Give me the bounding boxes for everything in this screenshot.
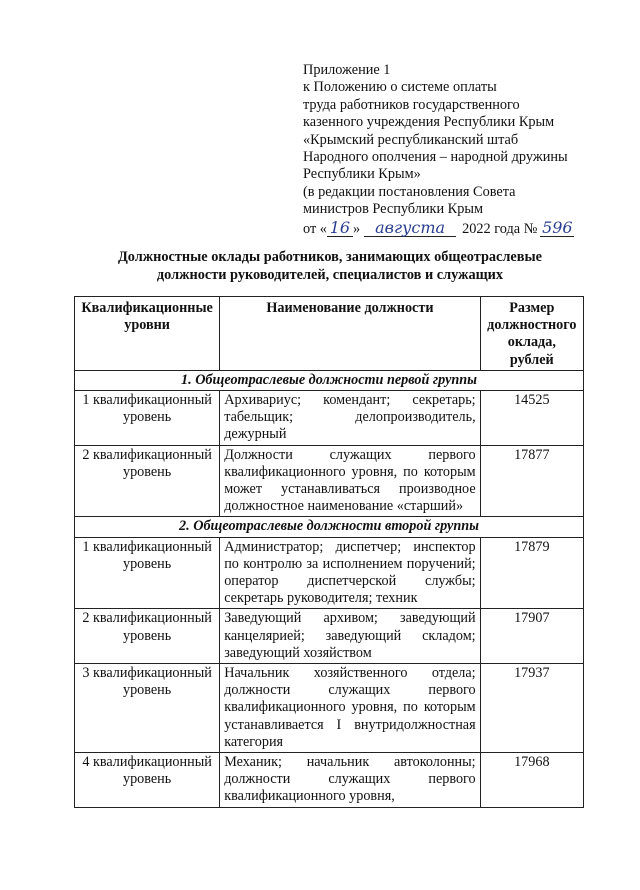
table-row — [75, 391, 584, 446]
group-title: 1. Общеотраслевые должности первой группы — [75, 370, 584, 390]
cell-level: 1 квалификационный уровень — [75, 537, 220, 609]
cell-level: 2 квалификационный уровень — [75, 445, 220, 517]
appendix-line: труда работников государственного — [303, 96, 520, 113]
appendix-line: министров Республики Крым — [303, 201, 484, 218]
date-prefix: от « — [303, 220, 327, 237]
table-row — [75, 537, 584, 609]
appendix-line: (в редакции постановления Совета — [303, 183, 516, 200]
appendix-line: Народного ополчения – народной дружины — [303, 149, 568, 166]
cell-position: Администратор; диспетчер; инспектор по контролю за исполнением поручений; оператор диспетчерской службы; секретарь руководителя; техник — [220, 537, 480, 609]
resolution-date-line — [303, 219, 603, 238]
cell-level: 3 квалификационный уровень — [75, 664, 220, 753]
header-levels: Квалификационные уровни — [75, 297, 220, 371]
date-quote: » — [352, 220, 361, 237]
cell-level: 1 квалификационный уровень — [75, 391, 220, 446]
table-row — [75, 664, 584, 753]
appendix-line: казенного учреждения Республики Крым — [303, 114, 555, 131]
table-header-row — [75, 297, 584, 371]
handwritten-day: 16 — [327, 219, 353, 237]
cell-position: Заведующий архивом; заведующий канцелярией; заведующий складом; заведующий хозяйством — [220, 609, 480, 664]
cell-position: Механик; начальник автоколонны; должности служащих первого квалификационного уровня, — [220, 753, 480, 808]
handwritten-number: 596 — [542, 217, 573, 237]
cell-position: Архивариус; комендант; секретарь; табельщик; делопроизводитель, дежурный — [220, 391, 480, 446]
table-row — [75, 609, 584, 664]
header-position: Наименование должности — [220, 297, 480, 371]
salary-table — [74, 296, 584, 808]
appendix-line: Республики Крым» — [303, 166, 421, 183]
cell-level: 4 квалификационный уровень — [75, 753, 220, 808]
cell-salary: 17937 — [480, 664, 583, 753]
cell-salary: 17879 — [480, 537, 583, 609]
handwritten-month: августа — [364, 219, 456, 237]
appendix-header — [303, 62, 603, 238]
group-row — [75, 517, 584, 537]
appendix-line: «Крымский республиканский штаб — [303, 131, 519, 148]
document-title — [80, 248, 580, 284]
header-salary: Размер должностного оклада, рублей — [480, 297, 583, 371]
cell-salary: 17968 — [480, 753, 583, 808]
cell-salary: 14525 — [480, 391, 583, 446]
table-row — [75, 753, 584, 808]
title-line: Должностные оклады работников, занимающих общеотраслевые — [117, 249, 543, 265]
cell-level: 2 квалификационный уровень — [75, 609, 220, 664]
appendix-line: Приложение 1 — [303, 62, 391, 78]
cell-position: Начальник хозяйственного отдела; должности служащих первого квалификационного уровня, по которым устанавливается I внутридолжностная категория — [220, 664, 480, 753]
cell-salary: 17877 — [480, 445, 583, 517]
date-year-text: 2022 года № — [462, 220, 538, 237]
appendix-line: к Положению о системе оплаты — [303, 79, 497, 96]
group-row — [75, 370, 584, 390]
group-title: 2. Общеотраслевые должности второй группы — [75, 517, 584, 537]
cell-position: Должности служащих первого квалификационного уровня, по которым может устанавливаться производное должностное наименование «старший» — [220, 445, 480, 517]
table-row — [75, 445, 584, 517]
title-line: должности руководителей, специалистов и служащих — [156, 267, 504, 283]
cell-salary: 17907 — [480, 609, 583, 664]
